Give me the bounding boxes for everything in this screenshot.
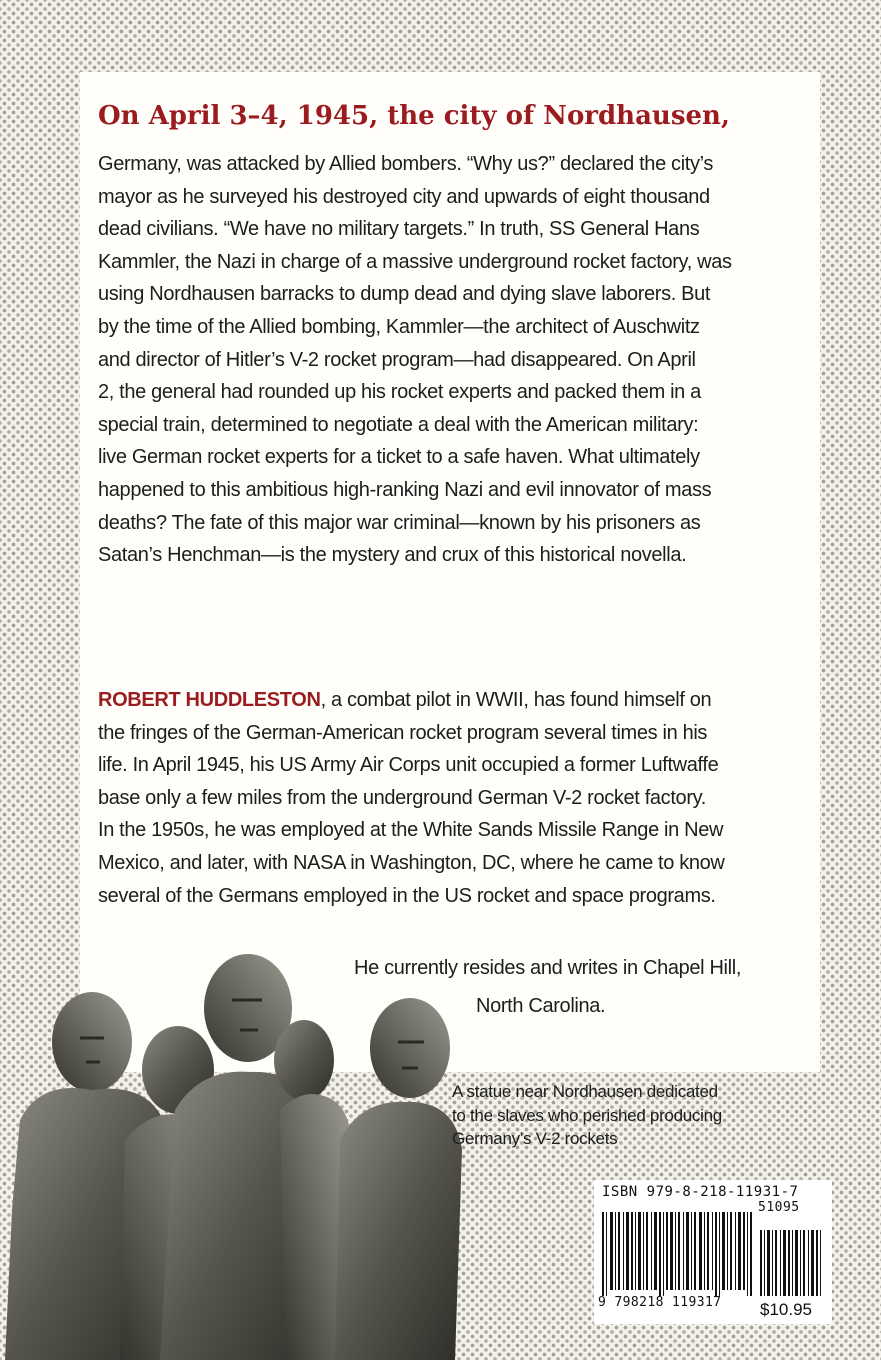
bio-first-line-rest: , a combat pilot in WWII, has found himself on xyxy=(320,689,712,711)
bio-line: base only a few miles from the underground German V-2 rocket factory. xyxy=(98,786,706,809)
photo-caption xyxy=(452,1080,722,1151)
price-label: $10.95 xyxy=(760,1300,812,1319)
caption-line: A statue near Nordhausen dedicated xyxy=(452,1082,718,1101)
story-line: dead civilians. “We have no military targets.” In truth, SS General Hans xyxy=(98,218,700,241)
statue-image xyxy=(0,950,470,1360)
caption-line: Germany’s V-2 rockets xyxy=(452,1129,618,1148)
caption-line: to the slaves who perished producing xyxy=(452,1105,722,1125)
story-line: deaths? The fate of this major war criminal—known by his prisoners as xyxy=(98,511,701,534)
barcode-icon xyxy=(594,1202,832,1296)
bio-line: Mexico, and later, with NASA in Washington, DC, where he came to know xyxy=(98,851,725,874)
story-line: Satan’s Henchman—is the mystery and crux of this historical novella. xyxy=(98,544,687,567)
barcode-addon: 51095 xyxy=(758,1200,800,1215)
bio-line: life. In April 1945, his US Army Air Corps unit occupied a former Luftwaffe xyxy=(98,754,719,777)
story-line: special train, determined to negotiate a deal with the American military: xyxy=(98,413,699,436)
bio-line: several of the Germans employed in the US rocket and space programs. xyxy=(98,884,716,907)
story-line: using Nordhausen barracks to dump dead and dying slave laborers. But xyxy=(98,283,711,306)
bio-line: the fringes of the German-American rocket program several times in his xyxy=(98,721,708,744)
story-line: Kammler, the Nazi in charge of a massive underground rocket factory, was xyxy=(98,250,732,273)
author-bio xyxy=(98,684,808,912)
story-line: 2, the general had rounded up his rocket experts and packed them in a xyxy=(98,381,701,404)
bio-residence-line: He currently resides and writes in Chapel Hill, xyxy=(354,957,742,979)
story-line: and director of Hitler’s V-2 rocket program—had disappeared. On April xyxy=(98,348,696,371)
bio-first-line xyxy=(98,684,808,717)
story-paragraph xyxy=(98,148,808,572)
statue-figure xyxy=(335,998,462,1360)
story-line: Germany, was attacked by Allied bombers. “Why us?” declared the city’s xyxy=(98,153,714,175)
bio-line: In the 1950s, he was employed at the White Sands Missile Range in New xyxy=(98,819,724,842)
story-line: mayor as he surveyed his destroyed city and upwards of eight thousand xyxy=(98,185,710,208)
story-line: by the time of the Allied bombing, Kammler—the architect of Auschwitz xyxy=(98,315,700,338)
story-line: happened to this ambitious high-ranking Nazi and evil innovator of mass xyxy=(98,478,712,501)
barcode-digits: 9 798218 119317 xyxy=(598,1295,722,1310)
story-line: live German rocket experts for a ticket to a safe haven. What ultimately xyxy=(98,446,700,469)
isbn-number: ISBN 979-8-218-11931-7 xyxy=(602,1184,799,1200)
bio-residence-line: North Carolina. xyxy=(476,995,606,1017)
headline: On April 3–4, 1945, the city of Nordhausen, xyxy=(98,101,730,131)
barcode-box xyxy=(594,1180,832,1324)
author-name: ROBERT HUDDLESTON xyxy=(98,689,321,711)
